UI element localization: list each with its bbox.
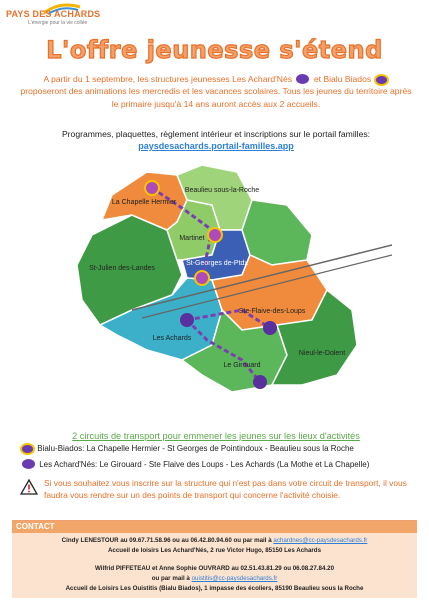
bialu-stops: La Chapelle Hermier - St Georges de Pointindoux - Beaulieu sous la Roche bbox=[86, 444, 354, 453]
stop-beaulieu bbox=[208, 228, 222, 242]
logo-tagline: L'énergie pour la vie collée bbox=[28, 20, 88, 26]
intro-paragraph bbox=[20, 73, 412, 110]
contact-line1-text: Cindy LENESTOUR au 09.67.71.58.96 ou au 06.42.80.94.60 ou par mail à bbox=[61, 537, 274, 544]
intro-part1: A partir du 1 septembre, les structures jeunesses Les Achard'Nés bbox=[43, 74, 293, 84]
bialu-marker-icon bbox=[22, 445, 33, 453]
contact-box bbox=[12, 520, 417, 598]
achardnes-marker-icon bbox=[22, 459, 35, 469]
warning-text: Si vous souhaitez vous inscrire sur la structure qui n'est pas dans votre circuit de transport, il vous faudra vous rendre sur un des points de transport qui concerne l'activité choisie. bbox=[44, 478, 407, 500]
portal-link[interactable]: paysdesachards.portail-familles.app bbox=[138, 141, 294, 151]
stop-ste-flaive bbox=[263, 321, 277, 335]
bialu-marker-icon bbox=[376, 76, 387, 84]
warning-icon bbox=[20, 479, 38, 495]
contact-line5: Accueil de Loisirs Les Ouistitis (Bialu Biados), 1 impasse des écoliers, 85190 Beaulieu sous la Roche bbox=[65, 585, 364, 592]
contact-line1 bbox=[12, 537, 417, 544]
stop-st-georges bbox=[195, 271, 209, 285]
achardnes-marker-icon bbox=[296, 74, 309, 84]
portal-text: Programmes, plaquettes, règlement intérieur et inscriptions sur le portail familles: bbox=[61, 129, 371, 139]
contact-heading: CONTACT bbox=[12, 521, 417, 533]
label-nieul: Nieul-le-Dolent bbox=[298, 350, 346, 357]
label-martinet: Martinet bbox=[179, 235, 205, 242]
region-east bbox=[242, 200, 312, 265]
logo-brand: PAYS DES ACHARDS bbox=[6, 9, 101, 19]
label-le-girouard: Le Girouard bbox=[223, 362, 261, 369]
label-st-julien: St-Julien des-Landes bbox=[89, 265, 155, 272]
label-la-chapelle: La Chapelle Hermier bbox=[111, 199, 177, 206]
bialu-label: Bialu-Biados: bbox=[37, 444, 85, 453]
achardnes-email-link[interactable]: achardnes@cc-paysdesachards.fr bbox=[273, 537, 368, 544]
achardnes-circuit-line bbox=[20, 459, 369, 469]
contact-line4-text: ou par mail à bbox=[151, 575, 192, 582]
label-beaulieu: Beaulieu sous-la-Roche bbox=[184, 187, 260, 194]
label-ste-flaive: Ste-Flaive-des-Loups bbox=[238, 308, 306, 315]
stop-le-girouard bbox=[253, 375, 267, 389]
achardnes-stops: Le Girouard - Ste Flaive des Loups - Les Achards (La Mothe et La Chapelle) bbox=[99, 460, 370, 469]
contact-line4 bbox=[12, 575, 417, 582]
bialu-circuit-line bbox=[20, 444, 354, 453]
page-title: L'offre jeunesse s'étend bbox=[46, 36, 383, 64]
contact-line3: Wilfrid PIFFETEAU et Anne Sophie OUVRARD au 02.51.43.81.29 ou 06.08.27.84.20 bbox=[94, 565, 335, 572]
label-st-georges: St-Georges de-Ptdx bbox=[186, 260, 248, 267]
stop-les-achards bbox=[180, 313, 194, 327]
label-les-achards: Les Achards bbox=[152, 335, 192, 342]
logo bbox=[6, 3, 101, 35]
territory-map bbox=[72, 160, 394, 405]
ouistitis-email-link[interactable]: ouistitis@cc-paysdesachards.fr bbox=[191, 575, 278, 582]
stop-la-chapelle bbox=[145, 181, 159, 195]
intro-part2: et Bialu Biados bbox=[313, 74, 372, 84]
circuits-title: 2 circuits de transport pour emmener les jeunes sur les lieux d'activités bbox=[72, 431, 360, 441]
achardnes-label: Les Achard'Nés: bbox=[39, 460, 98, 469]
contact-line2: Accueil de loisirs Les Achard'Nés, 2 rue Victor Hugo, 85150 Les Achards bbox=[107, 547, 322, 554]
intro-part3: proposeront des animations les mercredis et les vacances scolaires. Tous les jeunes du territoire après le primaire jusqu'à 14 ans auront accès aux 2 accueils. bbox=[20, 86, 412, 109]
